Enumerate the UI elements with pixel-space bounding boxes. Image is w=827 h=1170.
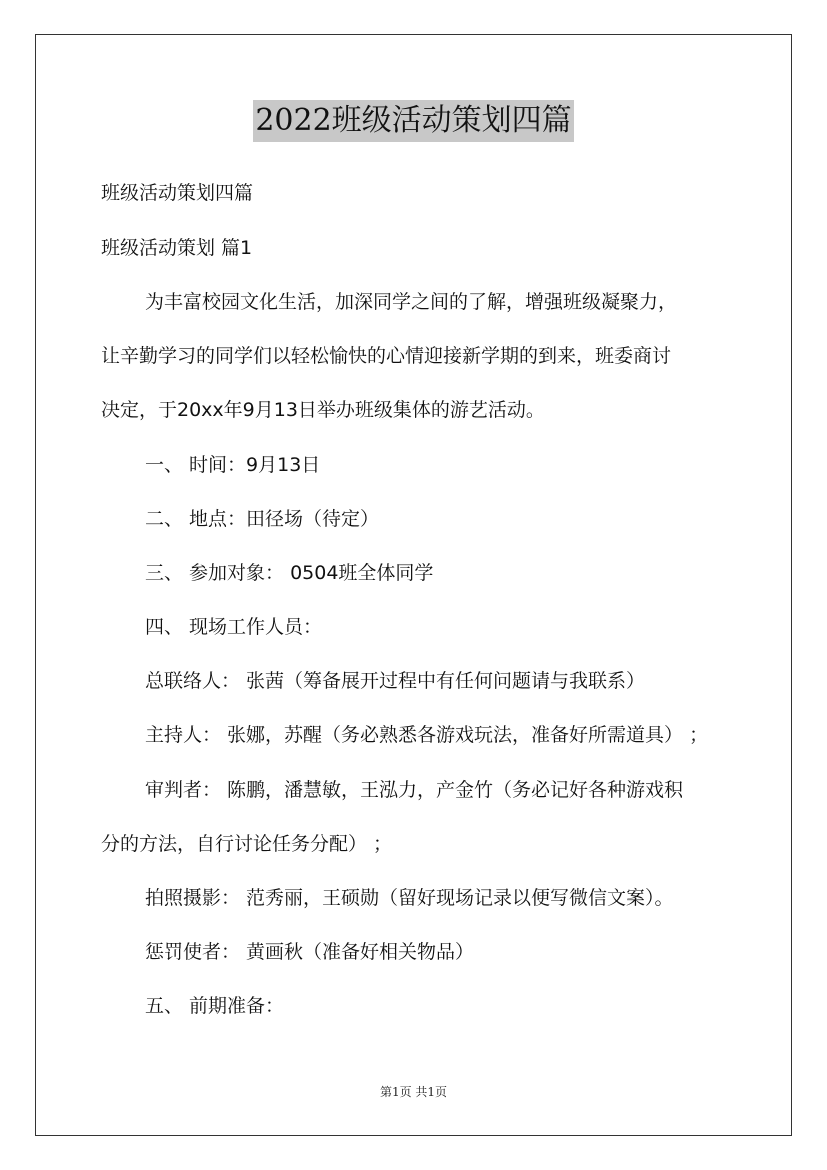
list-item-staff: 四、 现场工作人员： [145, 616, 323, 638]
document-subtitle: 班级活动策划四篇 [101, 182, 254, 204]
paragraph-line: 让辛勤学习的同学们以轻松愉快的心情迎接新学期的到来，班委商讨 [101, 345, 672, 367]
document-title: 2022班级活动策划四篇 [253, 100, 573, 142]
staff-judges: 审判者： 陈鹏，潘慧敏，王泓力，产金竹（务必记好各种游戏积 [145, 779, 684, 801]
staff-photographers: 拍照摄影： 范秀丽，王硕勋（留好现场记录以便写微信文案）。 [145, 887, 674, 909]
list-item-time: 一、 时间：9月13日 [145, 454, 321, 476]
staff-hosts: 主持人： 张娜，苏醒（务必熟悉各游戏玩法，准备好所需道具） ； [145, 724, 709, 746]
section-heading: 班级活动策划 篇1 [101, 237, 253, 259]
page-footer: 第1页 共1页 [379, 1085, 448, 1099]
list-item-preparation: 五、 前期准备： [145, 995, 285, 1017]
staff-coordinator: 总联络人： 张茜（筹备展开过程中有任何问题请与我联系） [145, 670, 646, 692]
title-container [0, 100, 827, 142]
staff-penalty: 惩罚使者： 黄画秋（准备好相关物品） [145, 941, 475, 963]
staff-judges-continued: 分的方法，自行讨论任务分配） ； [101, 833, 393, 855]
paragraph-line: 为丰富校园文化生活，加深同学之间的了解，增强班级凝聚力， [145, 291, 678, 313]
paragraph-line: 决定，于20xx年9月13日举办班级集体的游艺活动。 [101, 399, 545, 421]
list-item-location: 二、 地点：田径场（待定） [145, 508, 380, 530]
list-item-participants: 三、 参加对象： 0504班全体同学 [145, 562, 434, 584]
